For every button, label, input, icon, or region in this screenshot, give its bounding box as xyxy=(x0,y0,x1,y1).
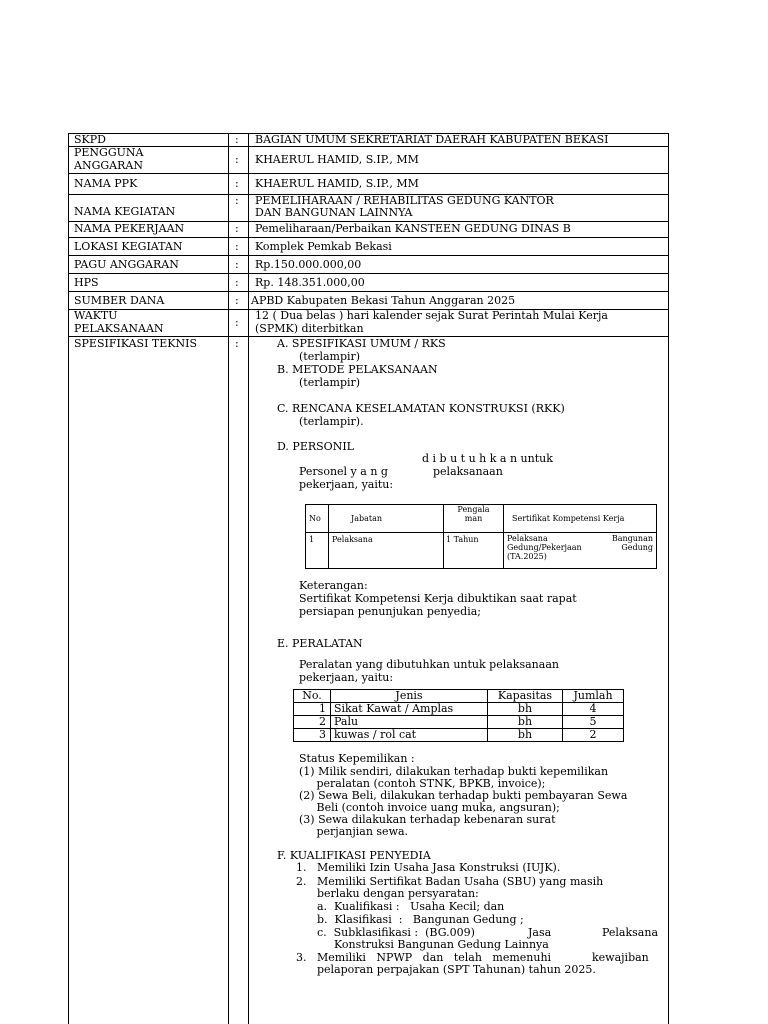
alat-cell-no: 1 xyxy=(294,703,331,716)
spec-f-title: F. KUALIFIKASI PENYEDIA xyxy=(277,849,431,862)
value-waktu-1: 12 ( Dua belas ) hari kalender sejak Surat Perintah Mulai Kerja xyxy=(255,309,608,322)
value-lokasi-kegiatan: Komplek Pemkab Bekasi xyxy=(255,240,392,253)
label-waktu-2: PELAKSANAAN xyxy=(74,322,164,335)
alat-header-jenis: Jenis xyxy=(331,690,488,703)
spec-e-line2: pekerjaan, yaitu: xyxy=(299,671,394,684)
status-line: Beli (contoh invoice uang muka, angsuran); xyxy=(299,801,560,814)
f-item-2-line2: berlaku dengan persyaratan: xyxy=(317,887,479,900)
label-nama-kegiatan: NAMA KEGIATAN xyxy=(74,205,176,218)
alat-cell-kapasitas: bh xyxy=(488,716,563,729)
keterangan-line2: persiapan penunjukan penyedia; xyxy=(299,605,481,618)
personil-header-jabatan: Jabatan xyxy=(329,505,444,533)
value-nama-kegiatan-1: PEMELIHARAAN / REHABILITAS GEDUNG KANTOR xyxy=(255,194,554,207)
alat-header-jumlah: Jumlah xyxy=(563,690,624,703)
alat-cell-no: 2 xyxy=(294,716,331,729)
value-nama-kegiatan-2: DAN BANGUNAN LAINNYA xyxy=(255,206,413,219)
colon: : xyxy=(235,276,239,289)
value-pagu-anggaran: Rp.150.000.000,00 xyxy=(255,258,362,271)
table-row xyxy=(294,729,624,742)
personil-header-no: No xyxy=(306,505,329,533)
personil-cell-no: 1 xyxy=(306,533,329,569)
label-hps: HPS xyxy=(74,276,99,289)
label-nama-ppk: NAMA PPK xyxy=(74,177,138,190)
label-sumber-dana: SUMBER DANA xyxy=(74,294,165,307)
colon: : xyxy=(235,240,239,253)
spec-c-title: C. RENCANA KESELAMATAN KONSTRUKSI (RKK) xyxy=(277,402,565,415)
status-line: perjanjian sewa. xyxy=(299,825,409,838)
label-skpd: SKPD xyxy=(74,133,106,146)
label-pagu-anggaran: PAGU ANGGARAN xyxy=(74,258,179,271)
colon: : xyxy=(235,294,239,307)
status-line: (3) Sewa dilakukan terhadap kebenaran surat xyxy=(299,813,556,826)
alat-cell-kapasitas: bh xyxy=(488,703,563,716)
alat-cell-jenis: kuwas / rol cat xyxy=(331,729,488,742)
alat-header-no: No. xyxy=(294,690,331,703)
personil-cell-sertifikat: Pelaksana Bangunan Gedung/Pekerjaan Gedung (TA.2025) xyxy=(504,533,657,569)
spec-b-title: B. METODE PELAKSANAAN xyxy=(277,363,438,376)
colon: : xyxy=(235,153,239,166)
table-row xyxy=(294,716,624,729)
f-item-2-line1: Memiliki Sertifikat Badan Usaha (SBU) yang masih xyxy=(317,875,604,888)
f-item-3-line1-right: kewajiban xyxy=(592,951,649,964)
label-spesifikasi-teknis: SPESIFIKASI TEKNIS xyxy=(74,337,198,350)
alat-cell-jumlah: 2 xyxy=(563,729,624,742)
personil-table xyxy=(305,504,657,569)
alat-cell-jenis: Sikat Kawat / Amplas xyxy=(331,703,488,716)
keterangan-line1: Sertifikat Kompetensi Kerja dibuktikan saat rapat xyxy=(299,592,577,605)
label-pengguna-anggaran-1: PENGGUNA xyxy=(74,146,144,159)
colon: : xyxy=(235,194,239,207)
status-line: (1) Milik sendiri, dilakukan terhadap bukti kepemilikan xyxy=(299,765,609,778)
label-nama-pekerjaan: NAMA PEKERJAAN xyxy=(74,222,185,235)
spec-e-line1: Peralatan yang dibutuhkan untuk pelaksanaan xyxy=(299,658,559,671)
colon: : xyxy=(235,258,239,271)
table-row xyxy=(306,533,657,569)
f-item-1: Memiliki Izin Usaha Jasa Konstruksi (IUJK). xyxy=(317,861,561,874)
keterangan-title: Keterangan: xyxy=(299,579,368,592)
spec-a-title: A. SPESIFIKASI UMUM / RKS xyxy=(277,337,446,350)
spec-d-line2-right: pelaksanaan xyxy=(433,465,503,478)
spec-e-title: E. PERALATAN xyxy=(277,637,363,650)
f-item-2b: b. Klasifikasi : Bangunan Gedung ; xyxy=(317,913,524,926)
value-waktu-2: (SPMK) diterbitkan xyxy=(255,322,364,335)
f-item-2c-left: c. Subklasifikasi : (BG.009) xyxy=(317,926,475,939)
table-row xyxy=(294,703,624,716)
spec-a-sub: (terlampir) xyxy=(299,350,361,363)
spec-d-line3: pekerjaan, yaitu: xyxy=(299,478,394,491)
spec-d-title: D. PERSONIL xyxy=(277,440,354,453)
colon: : xyxy=(235,222,239,235)
personil-cell-jabatan: Pelaksana xyxy=(329,533,444,569)
colon: : xyxy=(235,133,239,146)
spec-d-line1-right: d i b u t u h k a n untuk xyxy=(422,452,553,465)
value-pengguna-anggaran: KHAERUL HAMID, S.IP., MM xyxy=(255,153,419,166)
alat-cell-kapasitas: bh xyxy=(488,729,563,742)
f-item-2c-right: Pelaksana xyxy=(602,926,659,939)
spec-b-sub: (terlampir) xyxy=(299,376,361,389)
value-skpd: BAGIAN UMUM SEKRETARIAT DAERAH KABUPATEN BEKASI xyxy=(255,133,609,146)
label-pengguna-anggaran-2: ANGGARAN xyxy=(74,159,143,172)
value-nama-ppk: KHAERUL HAMID, S.IP., MM xyxy=(255,177,419,190)
value-nama-pekerjaan: Pemeliharaan/Perbaikan KANSTEEN GEDUNG DINAS B xyxy=(255,222,571,235)
spec-d-line2-left: Personel y a n g xyxy=(299,465,388,478)
peralatan-table xyxy=(293,689,624,742)
personil-header-sertifikat: Sertifikat Kompetensi Kerja xyxy=(504,505,657,533)
f-item-3-line2: pelaporan perpajakan (SPT Tahunan) tahun 2025. xyxy=(317,963,596,976)
personil-header-pengalaman: Pengala man xyxy=(444,505,504,533)
f-item-2a: a. Kualifikasi : Usaha Kecil; dan xyxy=(317,900,505,913)
alat-cell-jumlah: 4 xyxy=(563,703,624,716)
alat-header-kapasitas: Kapasitas xyxy=(488,690,563,703)
status-line: peralatan (contoh STNK, BPKB, invoice); xyxy=(299,777,546,790)
value-hps: Rp. 148.351.000,00 xyxy=(255,276,365,289)
f-item-3-line1-left: Memiliki NPWP dan telah memenuhi xyxy=(317,951,552,964)
f-num-1: 1. xyxy=(296,861,307,874)
alat-cell-no: 3 xyxy=(294,729,331,742)
f-item-2c-mid: Jasa xyxy=(528,926,552,939)
spec-c-sub: (terlampir). xyxy=(299,415,364,428)
colon: : xyxy=(235,316,239,329)
label-waktu-1: WAKTU xyxy=(74,309,118,322)
f-num-2: 2. xyxy=(296,875,307,888)
status-line: (2) Sewa Beli, dilakukan terhadap bukti pembayaran Sewa xyxy=(299,789,628,802)
alat-cell-jenis: Palu xyxy=(331,716,488,729)
status-title: Status Kepemilikan : xyxy=(299,752,415,765)
value-sumber-dana: APBD Kabupaten Bekasi Tahun Anggaran 2025 xyxy=(251,294,516,307)
f-num-3: 3. xyxy=(296,951,307,964)
f-item-2c-line2: Konstruksi Bangunan Gedung Lainnya xyxy=(334,938,549,951)
colon: : xyxy=(235,177,239,190)
alat-cell-jumlah: 5 xyxy=(563,716,624,729)
colon: : xyxy=(235,337,239,350)
label-lokasi-kegiatan: LOKASI KEGIATAN xyxy=(74,240,183,253)
personil-cell-pengalaman: 1 Tahun xyxy=(444,533,504,569)
